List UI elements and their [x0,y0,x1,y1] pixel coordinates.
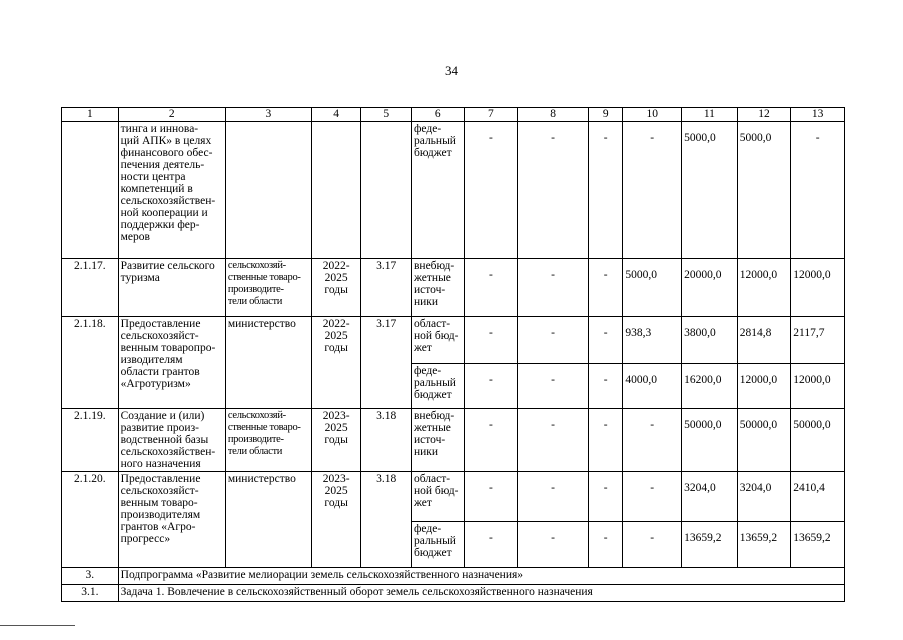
section-row [62,568,845,585]
row-number-cell: 2.1.18. [62,317,119,409]
years-cell: 2022- 2025 годы [311,259,361,317]
value-cell: - [518,472,589,522]
value-cell: - [791,122,845,259]
years-cell: 2023- 2025 годы [311,472,361,568]
header-cell: 12 [737,108,791,122]
value-cell: 20000,0 [682,259,738,317]
value-cell: - [518,259,589,317]
header-cell: 4 [311,108,361,122]
executor-cell: сельскохозяй- ственные товаро- производите- тели области [225,409,311,472]
value-cell: 13659,2 [682,522,738,568]
value-cell: - [623,522,682,568]
table-row [62,317,845,364]
measure-name-cell: Создание и (или) развитие произ- водственной базы сельскохозяйствен- ного назначения [118,409,225,472]
value-cell: 5000,0 [682,122,738,259]
row-number-cell: 3. [62,568,119,585]
value-cell: 12000,0 [791,364,845,409]
header-cell: 11 [682,108,738,122]
executor-cell: министерство [225,317,311,409]
value-cell: 12000,0 [737,259,791,317]
value-cell: - [589,122,623,259]
row-number-cell: 2.1.20. [62,472,119,568]
header-cell: 7 [464,108,518,122]
source-cell: област- ной бюд- жет [411,317,464,364]
source-cell: феде- ральный бюджет [411,522,464,568]
value-cell: 5000,0 [737,122,791,259]
header-row [62,108,845,122]
value-cell: - [518,122,589,259]
section-row [62,585,845,602]
indicator-cell: 3.17 [361,317,412,409]
value-cell: 3800,0 [682,317,738,364]
header-cell: 9 [589,108,623,122]
header-cell: 8 [518,108,589,122]
source-cell: феде- ральный бюджет [411,364,464,409]
task-title-cell: Задача 1. Вовлечение в сельскохозяйственный оборот земель сельскохозяйственного назначения [118,585,844,602]
value-cell: - [589,472,623,522]
table-row [62,259,845,317]
value-cell: - [518,364,589,409]
value-cell: 938,3 [623,317,682,364]
value-cell: - [589,409,623,472]
header-cell: 6 [411,108,464,122]
section-title-cell: Подпрограмма «Развитие мелиорации земель сельскохозяйственного назначения» [118,568,844,585]
measure-name-cell: Развитие сельского туризма [118,259,225,317]
value-cell: - [464,122,518,259]
header-cell: 2 [118,108,225,122]
table-row [62,472,845,522]
value-cell: - [623,472,682,522]
row-number-cell: 2.1.17. [62,259,119,317]
table-row [62,409,845,472]
value-cell: 12000,0 [791,259,845,317]
executor-cell: министерство [225,472,311,568]
header-cell: 10 [623,108,682,122]
indicator-cell: 3.17 [361,259,412,317]
source-cell: внебюд- жетные источ- ники [411,259,464,317]
value-cell: 2814,8 [737,317,791,364]
row-number-cell: 2.1.19. [62,409,119,472]
value-cell: 16200,0 [682,364,738,409]
value-cell: 3204,0 [737,472,791,522]
value-cell: 50000,0 [791,409,845,472]
value-cell: - [518,409,589,472]
value-cell: 13659,2 [737,522,791,568]
value-cell: 2117,7 [791,317,845,364]
row-number-cell: 3.1. [62,585,119,602]
value-cell: - [589,317,623,364]
value-cell: - [589,364,623,409]
years-cell: 2023- 2025 годы [311,409,361,472]
value-cell: 50000,0 [737,409,791,472]
value-cell: 4000,0 [623,364,682,409]
value-cell: - [623,409,682,472]
table-row [62,122,845,259]
indicator-cell: 3.18 [361,472,412,568]
value-cell: 3204,0 [682,472,738,522]
value-cell: - [464,259,518,317]
value-cell: - [464,472,518,522]
value-cell: - [518,317,589,364]
header-cell: 3 [225,108,311,122]
measure-name-cell: Предоставление сельскохозяйст- венным товаро- производителям грантов «Агро- прогресс» [118,472,225,568]
value-cell: - [464,522,518,568]
source-cell: феде- ральный бюджет [411,122,464,259]
header-cell: 5 [361,108,412,122]
source-cell: внебюд- жетные источ- ники [411,409,464,472]
indicator-cell [361,122,412,259]
header-cell: 13 [791,108,845,122]
value-cell: - [464,409,518,472]
footer-divider [0,625,75,626]
row-number-cell [62,122,119,259]
value-cell: - [589,259,623,317]
source-cell: област- ной бюд- жет [411,472,464,522]
value-cell: - [589,522,623,568]
program-table [61,107,845,602]
value-cell: 50000,0 [682,409,738,472]
measure-name-cell: Предоставление сельскохозяйст- венным товаропро- изводителям области грантов «Агротуризм» [118,317,225,409]
header-cell: 1 [62,108,119,122]
years-cell: 2022- 2025 годы [311,317,361,409]
value-cell: 13659,2 [791,522,845,568]
page-number: 34 [445,63,458,78]
value-cell: - [518,522,589,568]
value-cell: - [464,364,518,409]
years-cell [311,122,361,259]
value-cell: 2410,4 [791,472,845,522]
indicator-cell: 3.18 [361,409,412,472]
measure-name-cell: тинга и иннова- ций АПК» в целях финансового обес- печения деятель- ности центра компетенций в сельскохозяйствен- ной кооперации и поддержки фер- меров [118,122,225,259]
value-cell: - [464,317,518,364]
executor-cell [225,122,311,259]
value-cell: - [623,122,682,259]
executor-cell: сельскохозяй- ственные товаро- производите- тели области [225,259,311,317]
value-cell: 12000,0 [737,364,791,409]
value-cell: 5000,0 [623,259,682,317]
